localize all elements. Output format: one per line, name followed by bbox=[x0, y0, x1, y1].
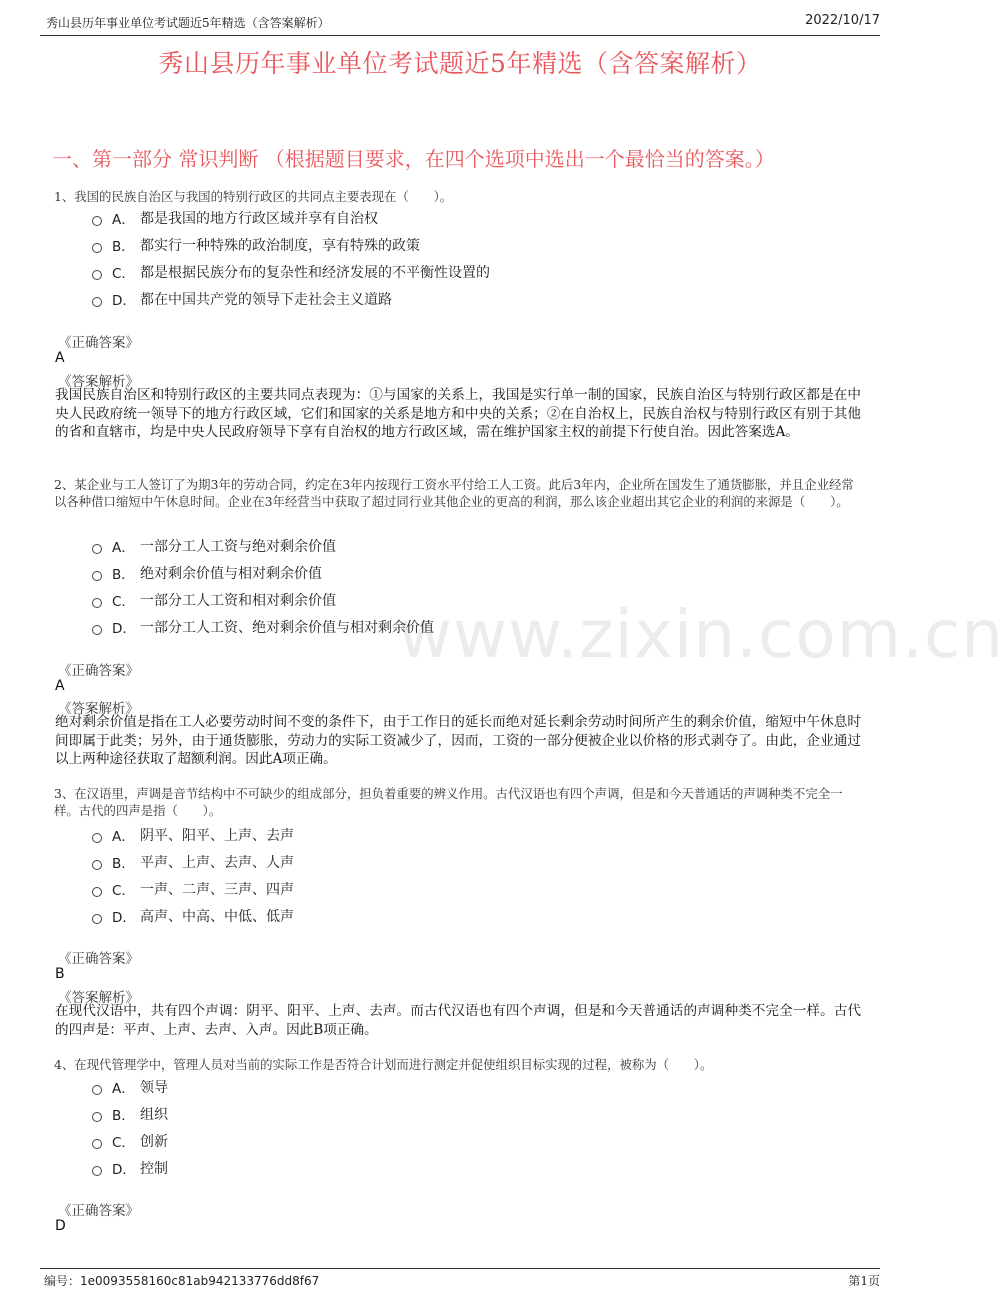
answer-value: A bbox=[55, 678, 65, 694]
header-doc-title: 秀山县历年事业单位考试题近5年精选（含答案解析） bbox=[46, 16, 330, 30]
answer-label: 《正确答案》 bbox=[58, 663, 139, 679]
question-1-stem: 1、我国的民族自治区与我国的特别行政区的共同点主要表现在（ ）。 bbox=[54, 189, 453, 204]
answer-value: A bbox=[55, 350, 65, 366]
answer-label: 《正确答案》 bbox=[58, 1203, 139, 1219]
section-heading: 一、第一部分 常识判断 （根据题目要求，在四个选项中选出一个最恰当的答案。） bbox=[52, 147, 775, 171]
document-title: 秀山县历年事业单位考试题近5年精选（含答案解析） bbox=[158, 49, 762, 78]
radio-icon[interactable] bbox=[92, 1166, 102, 1176]
option-a[interactable]: A． 阴平、阳平、上声、去声 bbox=[92, 821, 852, 848]
radio-icon[interactable] bbox=[92, 544, 102, 554]
radio-icon[interactable] bbox=[92, 598, 102, 608]
option-d[interactable]: D． 都在中国共产党的领导下走社会主义道路 bbox=[92, 285, 852, 312]
option-a[interactable]: A． 领导 bbox=[92, 1073, 852, 1100]
answer-value: D bbox=[55, 1218, 66, 1234]
option-c[interactable]: C． 都是根据民族分布的复杂性和经济发展的不平衡性设置的 bbox=[92, 258, 852, 285]
analysis-text: 我国民族自治区和特别行政区的主要共同点表现为：①与国家的关系上，我国是实行单一制的国家，民族自治区与特别行政区都是在中央人民政府统一领导下的地方行政区域，它们和国家的关系是地方和中央的关系；②在自治权上，民族自治权与特别行政区有别于其他的省和直辖市，均是中央人民政府领导下享有自治权的地方行政区域，需在维护国家主权的前提下行使自治。因此答案选A。 bbox=[55, 387, 861, 441]
question-2-stem: 2、某企业与工人签订了为期3年的劳动合同，约定在3年内按现行工资水平付给工人工资。此后3年内，企业所在国发生了通货膨胀，并且企业经常以各种借口缩短中午休息时间。企业在3年经营当中获取了超过同行业其他企业的更高的利润，那么该企业超出其它企业的利润的来源是（ ）。 bbox=[54, 477, 854, 509]
answer-value: B bbox=[55, 966, 65, 982]
option-d[interactable]: D． 控制 bbox=[92, 1154, 852, 1181]
radio-icon[interactable] bbox=[92, 243, 102, 253]
analysis-text: 在现代汉语中，共有四个声调：阴平、阳平、上声、去声。而古代汉语也有四个声调，但是和今天普通话的声调种类不完全一样。古代的四声是：平声、上声、去声、入声。因此B项正确。 bbox=[55, 1003, 861, 1038]
footer-rule bbox=[40, 1268, 880, 1269]
analysis-label: 《答案解析》 bbox=[58, 990, 139, 1006]
radio-icon[interactable] bbox=[92, 914, 102, 924]
radio-icon[interactable] bbox=[92, 270, 102, 280]
question-1-options bbox=[92, 204, 852, 312]
radio-icon[interactable] bbox=[92, 860, 102, 870]
answer-label: 《正确答案》 bbox=[58, 335, 139, 351]
option-a[interactable]: A． 都是我国的地方行政区域并享有自治权 bbox=[92, 204, 852, 231]
radio-icon[interactable] bbox=[92, 833, 102, 843]
doc-id: 编号：1e0093558160c81ab942133776dd8f67 bbox=[44, 1274, 320, 1288]
option-c[interactable]: C． 创新 bbox=[92, 1127, 852, 1154]
radio-icon[interactable] bbox=[92, 297, 102, 307]
option-d[interactable]: D． 高声、中高、中低、低声 bbox=[92, 902, 852, 929]
radio-icon[interactable] bbox=[92, 1085, 102, 1095]
option-c[interactable]: C． 一声、二声、三声、四声 bbox=[92, 875, 852, 902]
option-a[interactable]: A． 一部分工人工资与绝对剩余价值 bbox=[92, 532, 852, 559]
analysis-label: 《答案解析》 bbox=[58, 701, 139, 717]
page-number: 第1页 bbox=[848, 1274, 880, 1288]
radio-icon[interactable] bbox=[92, 887, 102, 897]
option-d[interactable]: D． 一部分工人工资、绝对剩余价值与相对剩余价值 bbox=[92, 613, 852, 640]
radio-icon[interactable] bbox=[92, 216, 102, 226]
question-3-stem: 3、在汉语里，声调是音节结构中不可缺少的组成部分，担负着重要的辨义作用。古代汉语也有四个声调，但是和今天普通话的声调种类不完全一样。古代的四声是指（ ）。 bbox=[54, 786, 843, 818]
page-header bbox=[40, 12, 880, 32]
header-date: 2022/10/17 bbox=[805, 13, 880, 28]
radio-icon[interactable] bbox=[92, 1112, 102, 1122]
answer-label: 《正确答案》 bbox=[58, 951, 139, 967]
option-c[interactable]: C． 一部分工人工资和相对剩余价值 bbox=[92, 586, 852, 613]
option-b[interactable]: B． 绝对剩余价值与相对剩余价值 bbox=[92, 559, 852, 586]
option-b[interactable]: B． 平声、上声、去声、人声 bbox=[92, 848, 852, 875]
radio-icon[interactable] bbox=[92, 571, 102, 581]
radio-icon[interactable] bbox=[92, 1139, 102, 1149]
question-4-options bbox=[92, 1073, 852, 1181]
header-rule bbox=[40, 35, 880, 36]
question-4-stem: 4、在现代管理学中，管理人员对当前的实际工作是否符合计划而进行测定并促使组织目标实现的过程，被称为（ ）。 bbox=[54, 1057, 713, 1072]
analysis-text: 绝对剩余价值是指在工人必要劳动时间不变的条件下，由于工作日的延长而绝对延长剩余劳动时间所产生的剩余价值，缩短中午休息时间即属于此类；另外，由于通货膨胀，劳动力的实际工资减少了，因而，工资的一部分便被企业以价格的形式剥夺了。由此，企业通过以上两种途径获取了超额利润。因此A项正确。 bbox=[55, 714, 861, 768]
watermark: www.zixin.com.cn bbox=[398, 596, 1004, 673]
option-b[interactable]: B． 组织 bbox=[92, 1100, 852, 1127]
option-b[interactable]: B． 都实行一种特殊的政治制度，享有特殊的政策 bbox=[92, 231, 852, 258]
radio-icon[interactable] bbox=[92, 625, 102, 635]
question-3-options bbox=[92, 821, 852, 929]
analysis-label: 《答案解析》 bbox=[58, 374, 139, 390]
